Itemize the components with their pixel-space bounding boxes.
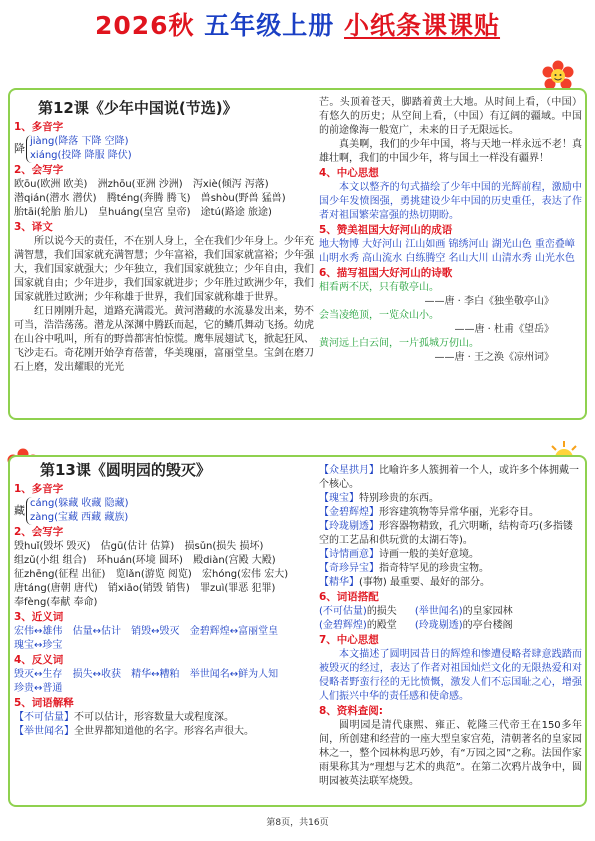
explanation-term: 【举世闻名】 — [14, 726, 74, 737]
synonym-row — [14, 625, 314, 639]
explanation-text: 全世界都知道他的名字。形容名声很大。 — [74, 726, 254, 737]
explanation-term: 【玲珑剔透】 — [319, 521, 379, 532]
collocation-text: 的皇家园林 — [462, 606, 513, 617]
polyphone-block — [14, 497, 314, 525]
section-heading: 7、中心思想 — [319, 634, 379, 646]
synonym-pair: 估量↔估计 — [72, 626, 121, 637]
explanation-term: 【精华】 — [319, 577, 359, 588]
explanation-item — [319, 492, 582, 506]
translation-paragraph: 真美啊，我们的少年中国，将与天地一样永远不老！真雄壮啊，我们的中国少年，将与国土一样没有疆界！ — [319, 139, 582, 164]
section-heading: 1、多音字 — [14, 483, 64, 495]
explanation-item — [319, 562, 582, 576]
poem-line: 黄河远上白云间，一片孤城万仞山。 — [319, 338, 479, 349]
collocation-word: (举世闻名) — [414, 606, 463, 617]
explanation-term: 【奇珍异宝】 — [319, 563, 379, 574]
antonym-pair: 损失↔收获 — [72, 669, 121, 680]
section-heading: 5、赞美祖国大好河山的成语 — [319, 224, 453, 236]
collocation-text: 的殿堂 — [366, 620, 397, 631]
polyphone-reading: zàng(宝藏 西藏 藏族) — [30, 512, 129, 523]
section-heading: 5、词语解释 — [14, 697, 74, 709]
page-title — [0, 6, 595, 42]
title-year: 2026秋 — [94, 11, 195, 40]
poem-line: 相看两不厌，只有敬亭山。 — [319, 282, 439, 293]
explanation-text: 诗画一般的美好意境。 — [379, 549, 479, 560]
word-item: 泻xiè(倾泻 泻落) — [192, 179, 269, 190]
collocation-word: (玲珑剔透) — [414, 620, 463, 631]
explanation-term: 【金碧辉煌】 — [319, 507, 379, 518]
poem-line: 会当凌绝顶，一览众山小。 — [319, 310, 439, 321]
antonym-row — [14, 668, 314, 682]
collocation-text: 的损失 — [366, 606, 397, 617]
explanation-item — [319, 548, 582, 562]
word-item: 销xiāo(销毁 销售) — [107, 583, 190, 594]
brace — [26, 135, 132, 163]
poem-source: ——唐 · 王之涣《凉州词》 — [434, 352, 554, 363]
polyphone-char: 藏 — [14, 504, 25, 517]
word-item: 皇huáng(皇宫 皇帝) — [98, 207, 191, 218]
word-item: 潜qián(潜水 潜伏) — [14, 193, 97, 204]
polyphone-char: 降 — [14, 142, 25, 155]
lesson12-left-column — [14, 98, 314, 373]
word-item: 征zhēng(征程 出征) — [14, 569, 106, 580]
polyphone-reading: cáng(躲藏 收藏 隐藏) — [30, 498, 129, 509]
synonym-pair: 瑰宝↔珍宝 — [14, 640, 63, 651]
idiom-list: 地大物博 大好河山 江山如画 锦绣河山 湖光山色 重峦叠嶂 山明水秀 高山流水 白练腾空 名山大川 山清水秀 山光水色 — [319, 239, 575, 264]
explanation-text: 形容器物精致，孔穴明晰，结构奇巧(多指镂空的工艺品和供玩赏的太湖石等)。 — [319, 521, 573, 546]
word-item: 览lǎn(游览 阅览) — [115, 569, 192, 580]
lesson13-left-column — [14, 482, 314, 739]
synonym-pair: 金碧辉煌↔富丽堂皇 — [189, 626, 279, 637]
polyphone-reading: xiáng(投降 降服 降伏) — [30, 150, 132, 161]
explanation-text: 比喻许多人簇拥着一个人，或许多个体拥戴一个核心。 — [319, 465, 579, 490]
explanation-term: 【瑰宝】 — [319, 493, 359, 504]
word-item: 欧ōu(欧洲 欧美) — [14, 179, 88, 190]
word-item: 腾téng(奔腾 腾飞) — [106, 193, 191, 204]
collocation-word: (金碧辉煌) — [319, 620, 367, 631]
polyphone-reading: jiàng(降落 下降 空降) — [30, 136, 129, 147]
word-row — [14, 178, 314, 192]
explanation-item — [14, 711, 314, 725]
explanation-item — [14, 725, 314, 739]
word-item: 罪zuì(罪恶 犯罪) — [200, 583, 276, 594]
explanation-text: 特别珍贵的东西。 — [359, 493, 439, 504]
section-heading: 8、资料查阅: — [319, 705, 384, 717]
explanation-text: 不可以估计，形容数量大或程度深。 — [74, 712, 234, 723]
word-item: 胎tāi(轮胎 胎儿) — [14, 207, 88, 218]
explanation-text: 指奇特罕见的珍贵宝物。 — [379, 563, 489, 574]
page-number: 第8页，共16页 — [266, 818, 329, 828]
central-idea: 本文描述了圆明园昔日的辉煌和惨遭侵略者肆意践踏而被毁灭的经过，表达了作者对祖国灿烂文化的无限热爱和对侵略者野蛮行径的无比愤慨，激发人们不忘国耻之心，增强人们振兴中华的责任感和使命感。 — [319, 649, 582, 702]
explanation-term: 【不可估量】 — [14, 712, 74, 723]
word-row — [14, 568, 314, 582]
translation-continued: 芒。头顶着苍天，脚踏着黄土大地。从时间上看，（中国）有悠久的历史；从空间上看，（中国）有辽阔的疆域。中国的前途像海一般宽广，未来的日子无限远长。 — [319, 97, 582, 136]
explanation-item — [319, 506, 582, 520]
translation-paragraph: 所以说今天的责任，不在别人身上，全在我们少年身上。少年充满智慧，我们国家就充满智慧；少年富裕，我们国家就富裕；少年强大，我们国家就强大；少年独立，我们国家就独立；少年自由，我们国家就自由；少年进步，我们国家就进步；少年胜过欧洲少年，我们国家就胜过欧洲；少年称雄于世界，我们国家就称雄于世界。 — [14, 236, 314, 303]
title-grade: 五年级上册 — [204, 11, 335, 40]
poem-source: ——唐 · 杜甫《望岳》 — [454, 324, 554, 335]
explanation-term: 【诗情画意】 — [319, 549, 379, 560]
word-row — [14, 540, 314, 554]
section-heading: 3、近义词 — [14, 611, 64, 623]
antonym-pair: 珍贵↔普通 — [14, 683, 63, 694]
central-idea: 本文以整齐的句式描绘了少年中国的光辉前程，激励中国少年发愤图强，勇挑建设少年中国的历史重任，表达了作者对祖国繁荣富强的热切期盼。 — [319, 182, 582, 221]
antonym-pair: 举世闻名↔鲜为人知 — [189, 669, 279, 680]
word-item: 洲zhōu(亚洲 沙洲) — [97, 179, 183, 190]
explanation-item — [319, 576, 582, 590]
section-heading: 1、多音字 — [14, 121, 64, 133]
synonym-row — [14, 639, 314, 653]
word-row — [14, 596, 314, 610]
word-item: 殿diàn(宫殿 大殿) — [193, 555, 276, 566]
lesson12-title: 第12课《少年中国说(节选)》 — [38, 99, 238, 117]
section-heading: 2、会写字 — [14, 164, 64, 176]
translation-paragraph: 红日刚刚升起，道路充满霞光。黄河潜藏的水流暴发出来，势不可当，浩浩荡荡。潜龙从深渊中腾跃而起，它的鳞爪舞动飞扬。幼虎在山谷中吼叫，所有的野兽都害怕惊慌。鹰隼展翅试飞，掀起狂风、飞沙走石。奇花刚开始孕育蓓蕾，华美瑰丽，富丽堂皇。宝剑在磨刀石上磨，发出耀眼的光光 — [14, 306, 314, 373]
section-heading: 2、会写字 — [14, 526, 64, 538]
word-item: 奉fèng(奉献 奉命) — [14, 597, 98, 608]
word-row — [14, 206, 314, 220]
word-item: 途tú(路途 旅途) — [200, 207, 272, 218]
word-item: 毁huǐ(毁坏 毁灭) — [14, 541, 91, 552]
polyphone-block — [14, 135, 314, 163]
word-row — [14, 192, 314, 206]
word-item: 损sǔn(损失 损坏) — [184, 541, 264, 552]
explanation-item — [319, 464, 582, 492]
collocation-row — [319, 605, 582, 619]
reference-text: 圆明园是清代康熙、雍正、乾隆三代帝王在150多年间，所创建和经营的一座大型皇家宫苑，清朝著名的皇家园林之一，整个园林构思巧妙，有“万园之园”之称。法国作家雨果称其为“理想与艺术的典范”。在第二次鸦片战争中，圆明园被英法联军烧毁。 — [319, 720, 582, 787]
poem-source: ——唐 · 李白《独坐敬亭山》 — [424, 296, 554, 307]
lesson13-right-column — [319, 464, 582, 789]
brace — [26, 497, 128, 525]
collocation-text: 的亭台楼阁 — [462, 620, 513, 631]
section-heading: 4、中心思想 — [319, 167, 379, 179]
section-heading: 4、反义词 — [14, 654, 64, 666]
synonym-pair: 宏伟↔雄伟 — [14, 626, 63, 637]
synonym-pair: 销毁↔毁灭 — [131, 626, 180, 637]
word-item: 组zǔ(小组 组合) — [14, 555, 87, 566]
section-heading: 6、词语搭配 — [319, 591, 379, 603]
explanation-text: (事物) 最重要、最好的部分。 — [359, 577, 490, 588]
section-heading: 6、描写祖国大好河山的诗歌 — [319, 267, 453, 279]
title-series: 小纸条课课贴 — [344, 11, 501, 40]
collocation-word: (不可估量) — [319, 606, 367, 617]
word-row — [14, 582, 314, 596]
antonym-pair: 精华↔糟粕 — [131, 669, 180, 680]
word-item: 估gū(估计 估算) — [100, 541, 175, 552]
antonym-row — [14, 682, 314, 696]
word-row — [14, 554, 314, 568]
word-item: 环huán(环境 圆环) — [96, 555, 183, 566]
explanation-term: 【众星拱月】 — [319, 465, 379, 476]
explanation-item — [319, 520, 582, 548]
antonym-pair: 毁灭↔生存 — [14, 669, 63, 680]
section-heading: 3、译文 — [14, 221, 53, 233]
lesson13-title: 第13课《圆明园的毁灭》 — [40, 461, 211, 479]
word-item: 兽shòu(野兽 猛兽) — [200, 193, 286, 204]
word-item: 唐táng(唐朝 唐代) — [14, 583, 98, 594]
explanation-text: 形容建筑物等异常华丽，光彩夺目。 — [379, 507, 539, 518]
collocation-row — [319, 619, 582, 633]
lesson12-right-column — [319, 96, 582, 365]
word-item: 宏hóng(宏伟 宏大) — [202, 569, 289, 580]
